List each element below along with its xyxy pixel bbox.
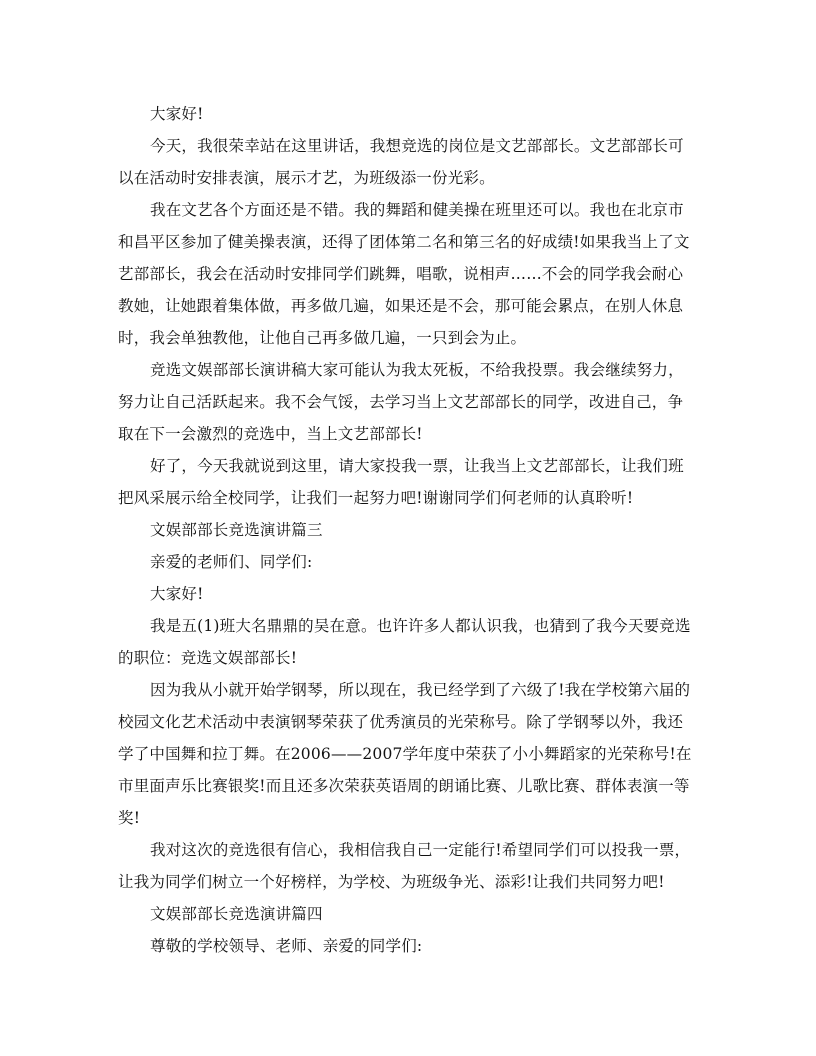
document-body (118, 98, 696, 962)
paragraph-intro: 今天，我很荣幸站在这里讲话，我想竞选的岗位是文艺部部长。文艺部部长可以在活动时安排表演，展示才艺，为班级添一份光彩。 (118, 137, 684, 187)
paragraph-salutation: 亲爱的老师们、同学们: (150, 553, 313, 571)
section-heading-three: 文娱部部长竞选演讲篇三 (150, 521, 323, 539)
paragraph-closing: 好了，今天我就说到这里，请大家投我一票，让我当上文艺部部长，让我们班把风采展示给全校同学，让我们一起努力吧!谢谢同学们何老师的认真聆听! (118, 457, 684, 507)
paragraph-greeting-2: 大家好! (150, 585, 204, 603)
paragraph-confidence: 我对这次的竞选很有信心，我相信我自己一定能行!希望同学们可以投我一票，让我为同学们树立一个好榜样，为学校、为班级争光、添彩!让我们共同努力吧! (118, 841, 691, 891)
paragraph-effort: 竞选文娱部部长演讲稿大家可能认为我太死板，不给我投票。我会继续努力，努力让自己活跃起来。我不会气馁，去学习当上文艺部部长的同学，改进自己，争取在下一会激烈的竞选中，当上文艺部部长! (118, 361, 684, 443)
section-heading-four: 文娱部部长竞选演讲篇四 (150, 905, 323, 923)
paragraph-achievements: 因为我从小就开始学钢琴，所以现在，我已经学到了六级了!我在学校第六届的校园文化艺术活动中表演钢琴荣获了优秀演员的光荣称号。除了学钢琴以外，我还学了中国舞和拉丁舞。在2006——2007学年度中荣获了小小舞蹈家的光荣称号!在市里面声乐比赛银奖!而且还多次荣获英语周的朗诵比赛、儿歌比赛、群体表演一等奖! (118, 681, 692, 827)
paragraph-self-intro: 我是五(1)班大名鼎鼎的吴在意。也许许多人都认识我，也猜到了我今天要竞选的职位：竞选文娱部部长! (118, 617, 691, 667)
paragraph-salutation-2: 尊敬的学校领导、老师、亲爱的同学们: (150, 937, 423, 955)
paragraph-experience: 我在文艺各个方面还是不错。我的舞蹈和健美操在班里还可以。我也在北京市和昌平区参加了健美操表演，还得了团体第二名和第三名的好成绩!如果我当上了文艺部部长，我会在活动时安排同学们跳舞，唱歌，说相声……不会的同学我会耐心教她，让她跟着集体做，再多做几遍，如果还是不会，那可能会累点，在别人休息时，我会单独教他，让他自己再多做几遍，一只到会为止。 (118, 201, 690, 347)
paragraph-greeting: 大家好! (150, 105, 204, 123)
